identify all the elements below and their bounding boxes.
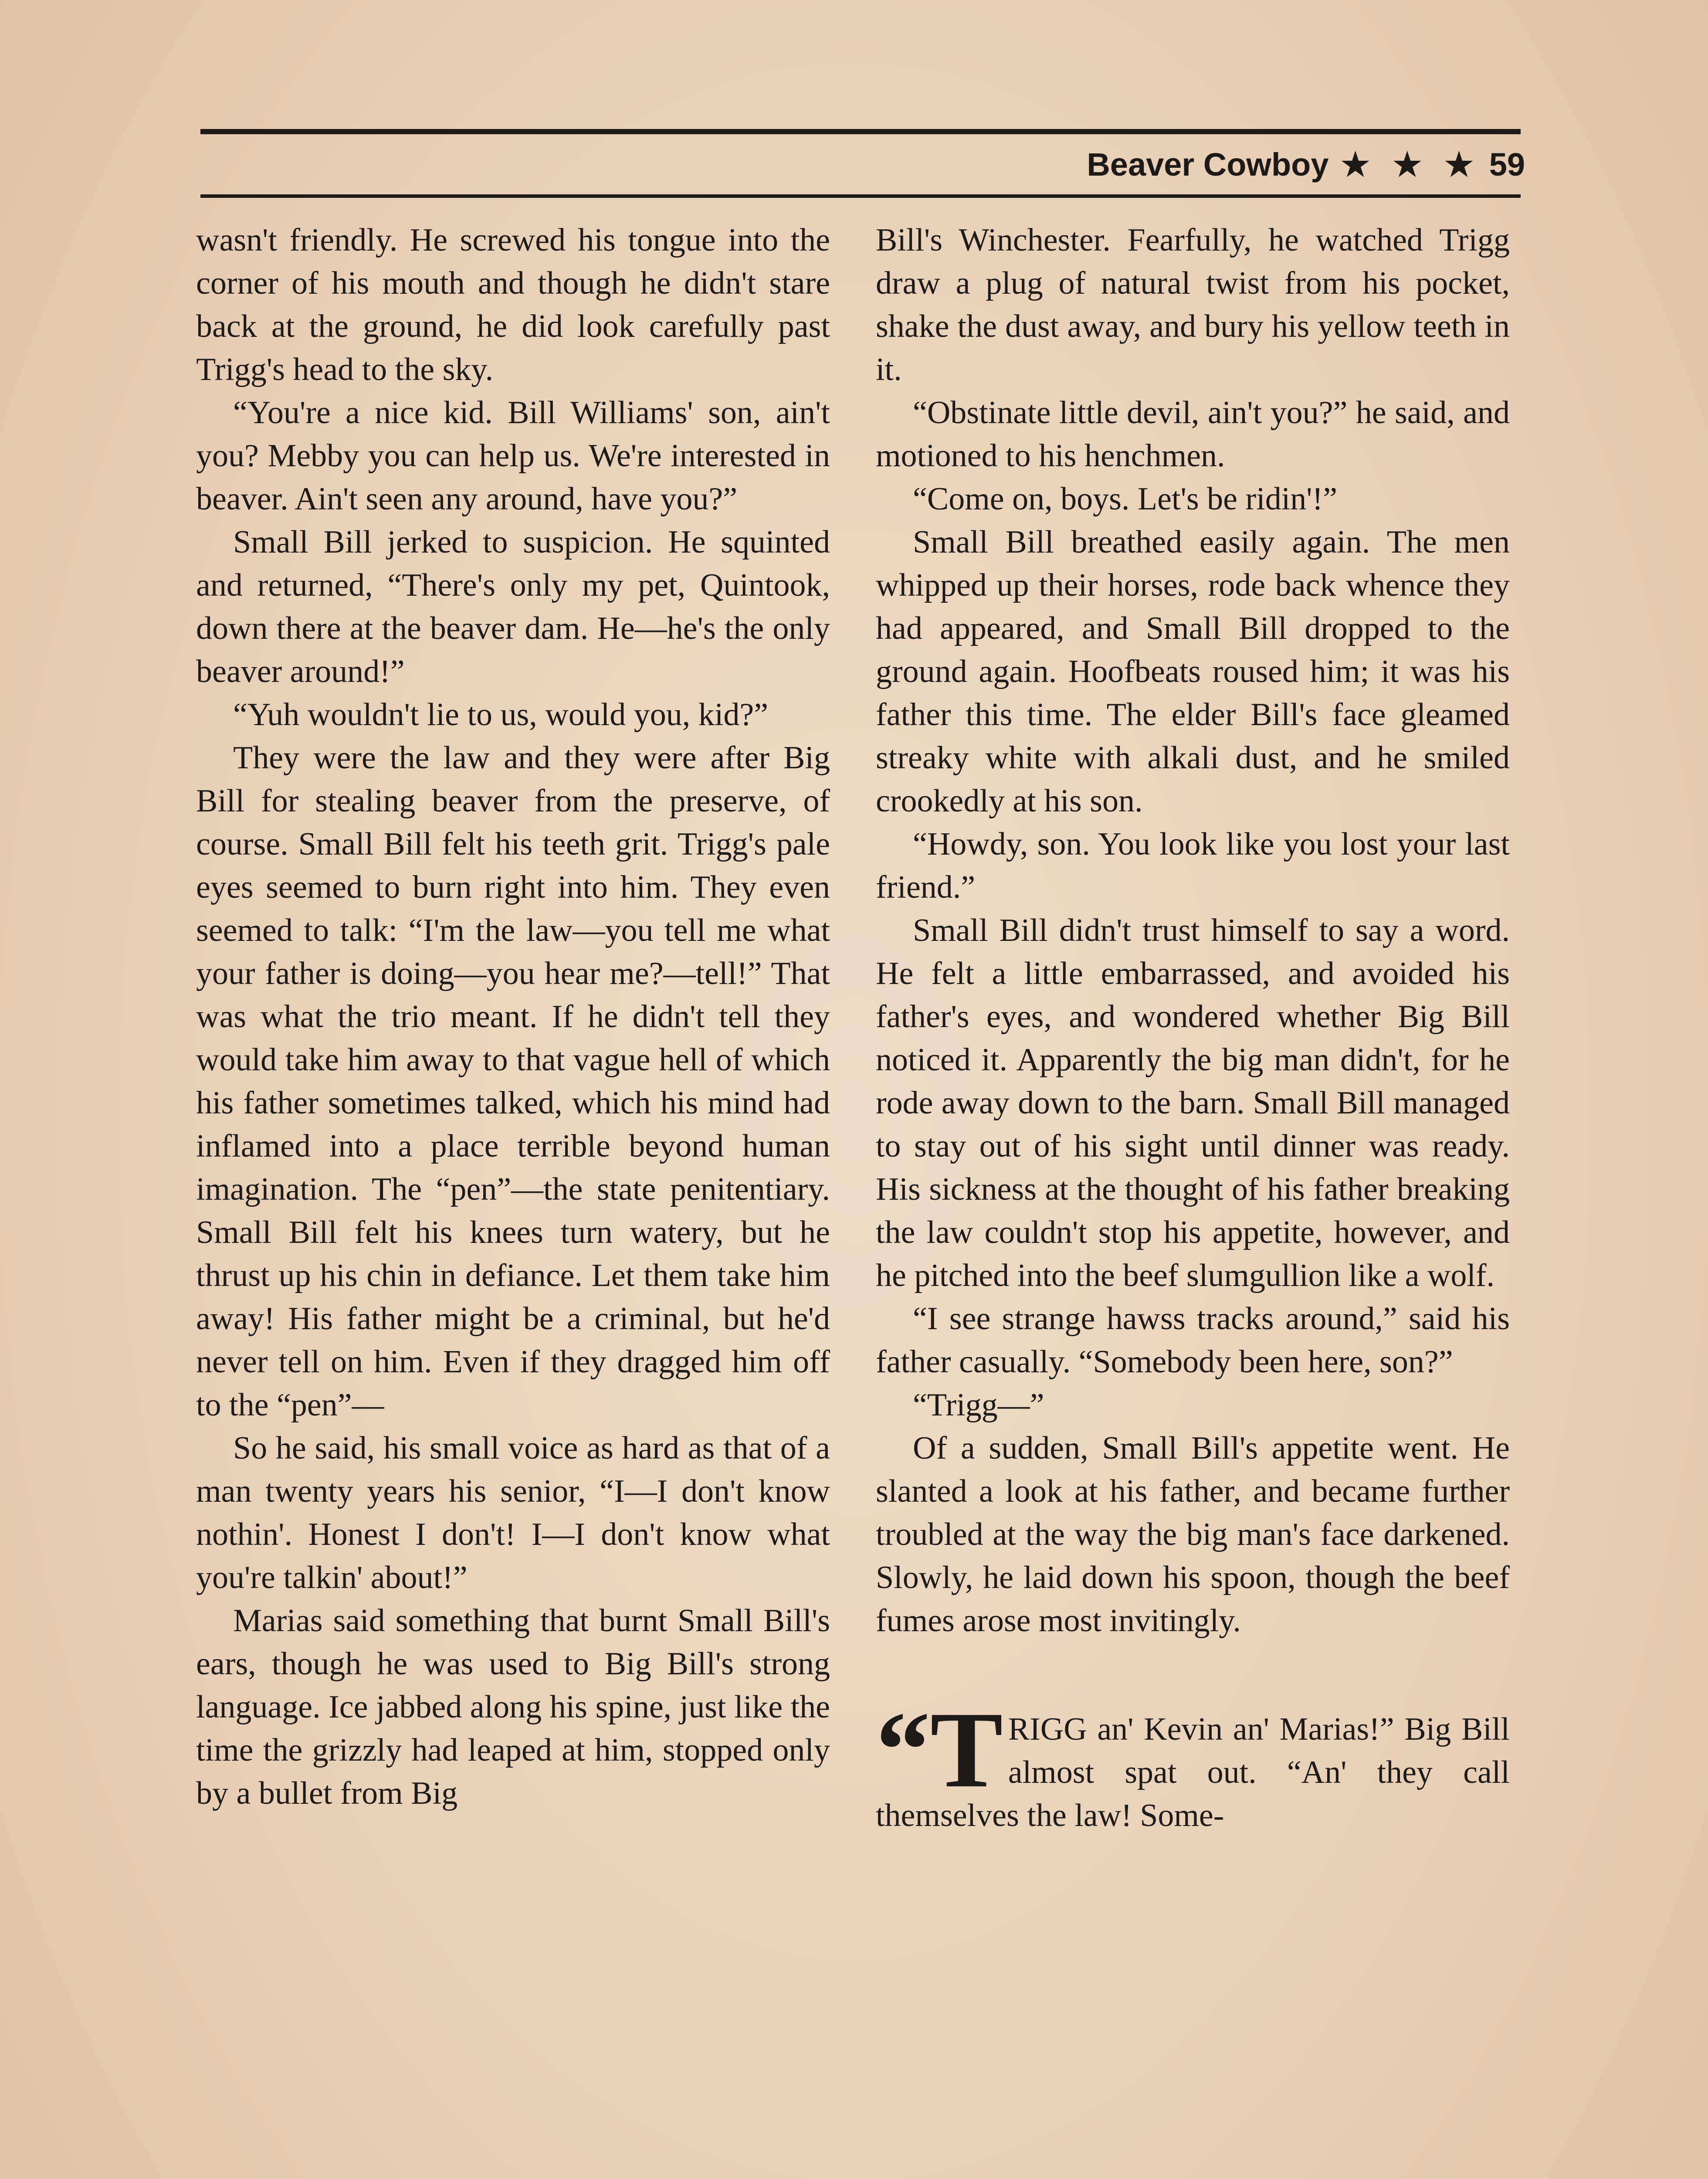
left-column — [196, 219, 830, 1815]
page-number: 59 — [1489, 146, 1525, 183]
paragraph: Marias said something that burnt Small Bill's ears, though he was used to Big Bill's strong language. Ice jabbed along his spine, just like the time the grizzly had leaped at him, stopped only by a bullet from Big — [196, 1603, 830, 1811]
paragraph: Small Bill jerked to suspicion. He squinted and returned, “There's only my pet, Quintook, down there at the beaver dam. He—he's the only beaver around!” — [196, 524, 830, 689]
paragraph: Small Bill breathed easily again. The men whipped up their horses, rode back whence they had appeared, and Small Bill dropped to the ground again. Hoofbeats roused him; it was his father this time. The elder Bill's face gleamed streaky white with alkali dust, and he smiled crookedly at his son. — [876, 524, 1510, 819]
header-bottom-rule — [200, 194, 1521, 198]
paragraph: “You're a nice kid. Bill Williams' son, ain't you? Mebby you can help us. We're interested in beaver. Ain't seen any around, have you?” — [196, 395, 830, 517]
section-start-paragraph — [876, 1690, 1510, 1837]
paragraph: “Trigg—” — [913, 1387, 1044, 1423]
paragraph: “I see strange hawss tracks around,” said his father casually. “Somebody been here, son?” — [876, 1301, 1510, 1380]
paragraph: wasn't friendly. He screwed his tongue into the corner of his mouth and though he didn't stare back at the ground, he did look carefully past Trigg's head to the sky. — [196, 222, 830, 387]
header-top-rule — [200, 129, 1521, 134]
drop-cap: “T — [876, 1690, 1003, 1810]
paragraph: “Obstinate little devil, ain't you?” he said, and motioned to his henchmen. — [876, 395, 1510, 474]
paragraph: So he said, his small voice as hard as that of a man twenty years his senior, “I—I don't know nothin'. Honest I don't! I—I don't know what you're talkin' about!” — [196, 1430, 830, 1595]
paragraph: “Come on, boys. Let's be ridin'!” — [913, 481, 1338, 517]
paragraph: They were the law and they were after Big Bill for stealing beaver from the preserve, of course. Small Bill felt his teeth grit. Trigg's pale eyes seemed to burn right into him. They even seemed to talk: “I'm the law—you tell me what your father is doing—you hear me?—tell!” That was what the trio meant. If he didn't tell they would take him away to that vague hell of which his father sometimes talked, which his mind had inflamed into a place terrible beyond human imagination. The “pen”—the state penitentiary. Small Bill felt his knees turn watery, but he thrust up his chin in defiance. Let them take him away! His father might be a criminal, but he'd never tell on him. Even if they dragged him off to the “pen”— — [196, 740, 830, 1423]
right-column — [876, 219, 1510, 1837]
paragraph: “Yuh wouldn't lie to us, would you, kid?” — [233, 697, 769, 733]
paragraph: Small Bill didn't trust himself to say a word. He felt a little embarrassed, and avoided his father's eyes, and wondered whether Big Bill noticed it. Apparently the big man didn't, for he rode away down to the barn. Small Bill managed to stay out of his sight until dinner was ready. His sickness at the thought of his father breaking the law couldn't stop his appetite, however, and he pitched into the beef slumgullion like a wolf. — [876, 913, 1510, 1293]
paragraph: “Howdy, son. You look like you lost your last friend.” — [876, 826, 1510, 905]
running-header — [1087, 139, 1525, 191]
paragraph: Bill's Winchester. Fearfully, he watched Trigg draw a plug of natural twist from his pocket, shake the dust away, and bury his yellow teeth in it. — [876, 222, 1510, 387]
header-stars: ★ ★ ★ — [1341, 146, 1481, 183]
section-start-text: RIGG an' Kevin an' Marias!” Big Bill almost spat out. “An' they call themselves the law! Some- — [876, 1711, 1510, 1833]
story-title: Beaver Cowboy — [1087, 146, 1329, 183]
paragraph: Of a sudden, Small Bill's appetite went. He slanted a look at his father, and became further troubled at the way the big man's face darkened. Slowly, he laid down his spoon, though the beef fumes arose most invitingly. — [876, 1430, 1510, 1639]
